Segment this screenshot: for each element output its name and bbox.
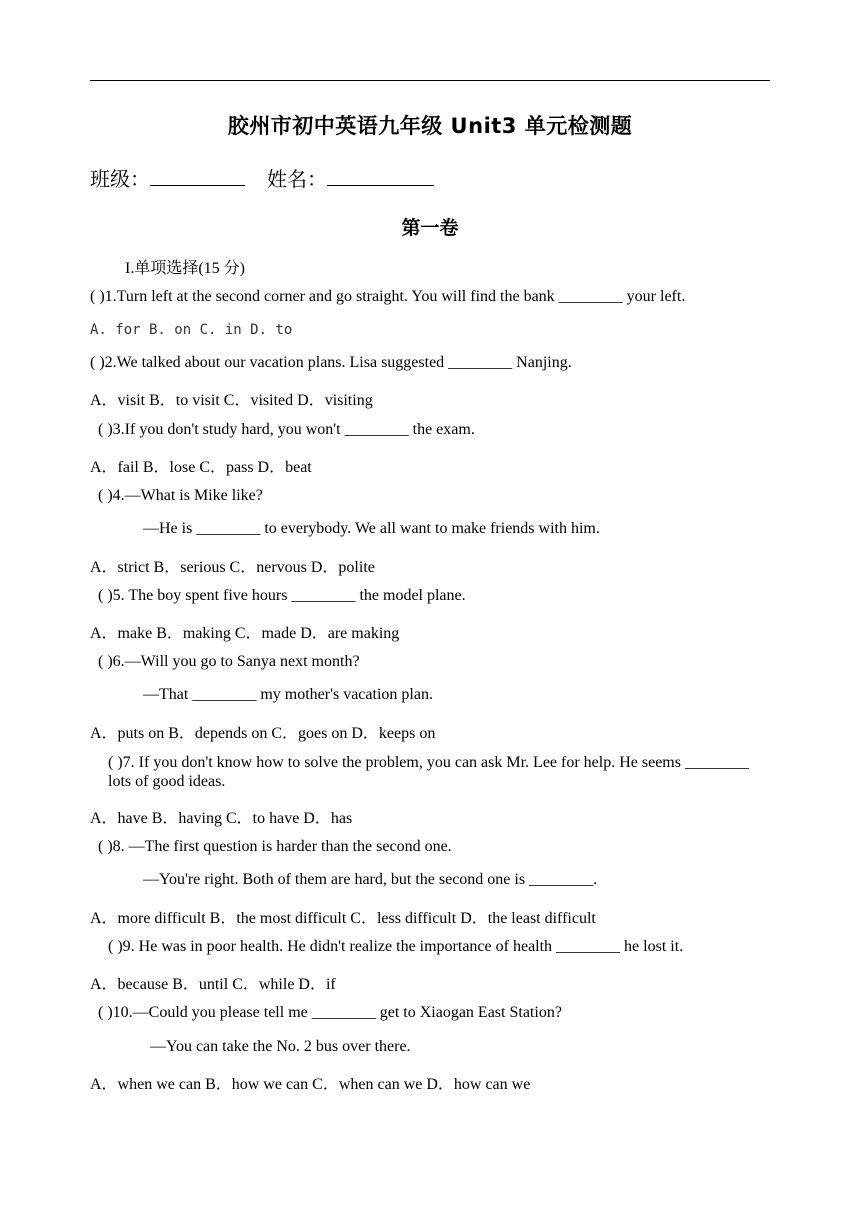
options-8: A．more difficult B．the most difficult C．less difficult D．the least difficult bbox=[90, 910, 596, 927]
question-1: ( )1.Turn left at the second corner and go straight. You will find the bank ________ your left. bbox=[90, 288, 686, 305]
class-blank[interactable] bbox=[150, 165, 245, 186]
options-10: A．when we can B．how we can C．when can we D．how can we bbox=[90, 1076, 531, 1093]
question-7: ( )7. If you don't know how to solve the problem, you can ask Mr. Lee for help. He seems ________ lots of good ideas. bbox=[108, 754, 749, 790]
options-3: A．fail B．lose C．pass D．beat bbox=[90, 459, 312, 476]
question-10: ( )10.—Could you please tell me ________ get to Xiaogan East Station? bbox=[98, 1004, 562, 1021]
student-info-row bbox=[90, 163, 434, 192]
options-2: A．visit B．to visit C．visited D．visiting bbox=[90, 392, 373, 409]
question-3: ( )3.If you don't study hard, you won't ________ the exam. bbox=[98, 421, 475, 438]
question-4: ( )4.—What is Mike like? bbox=[98, 487, 263, 504]
question-4-response: —He is ________ to everybody. We all want to make friends with him. bbox=[143, 520, 600, 537]
question-8-response: —You're right. Both of them are hard, but the second one is ________. bbox=[143, 871, 598, 888]
question-8: ( )8. —The first question is harder than the second one. bbox=[98, 838, 452, 855]
question-2: ( )2.We talked about our vacation plans. Lisa suggested ________ Nanjing. bbox=[90, 354, 572, 371]
header-rule bbox=[90, 80, 770, 81]
question-6: ( )6.—Will you go to Sanya next month? bbox=[98, 653, 360, 670]
question-5: ( )5. The boy spent five hours ________ the model plane. bbox=[98, 587, 466, 604]
question-9: ( )9. He was in poor health. He didn't realize the importance of health ________ he lost it. bbox=[108, 938, 684, 955]
options-5: A．make B．making C．made D．are making bbox=[90, 625, 400, 642]
options-7: A．have B．having C．to have D．has bbox=[90, 810, 353, 827]
class-label: 班级： bbox=[90, 167, 150, 191]
name-blank[interactable] bbox=[327, 165, 434, 186]
options-4: A．strict B．serious C．nervous D．polite bbox=[90, 559, 375, 576]
question-6-response: —That ________ my mother's vacation plan. bbox=[143, 686, 433, 703]
question-10-response: —You can take the No. 2 bus over there. bbox=[150, 1038, 411, 1055]
options-6: A．puts on B．depends on C．goes on D．keeps on bbox=[90, 725, 436, 742]
name-label: 姓名： bbox=[267, 167, 327, 191]
document-title: 胶州市初中英语九年级 Unit3 单元检测题 bbox=[227, 114, 633, 138]
options-1: A. for B. on C. in D. to bbox=[90, 322, 293, 338]
volume-title: 第一卷 bbox=[401, 217, 459, 239]
options-9: A．because B．until C．while D．if bbox=[90, 976, 336, 993]
section-heading: I.单项选择(15 分) bbox=[125, 260, 245, 277]
